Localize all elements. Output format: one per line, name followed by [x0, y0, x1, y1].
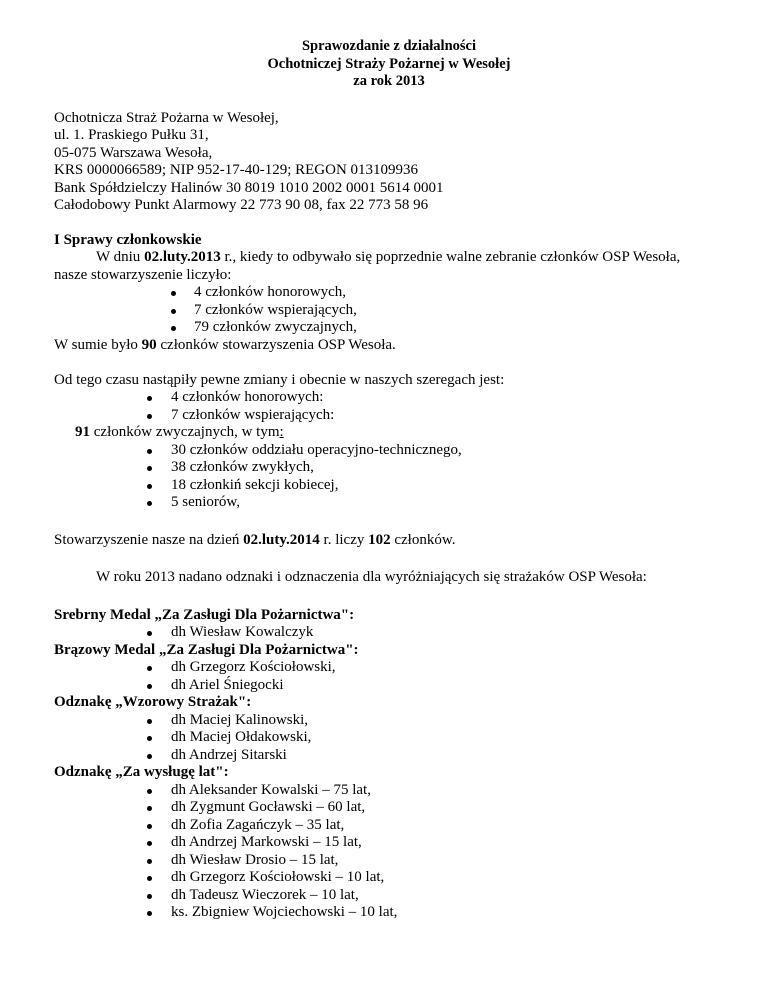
list-item: dh Maciej Ołdakowski,: [54, 729, 724, 747]
paragraph-current-count: Stowarzyszenie nasze na dzień 02.luty.2014 r. liczy 102 członków.: [54, 531, 456, 548]
address-line: Ochotnicza Straż Pożarna w Wesołej,: [54, 109, 279, 126]
list-item: 7 członków wspierających:: [54, 407, 724, 425]
address-line: ul. 1. Praskiego Pułku 31,: [54, 127, 209, 143]
list-item: 7 członków wspierających,: [54, 302, 724, 320]
list-item: 5 seniorów,: [54, 494, 724, 512]
list-item: dh Maciej Kalinowski,: [54, 712, 724, 730]
list-item: 4 członków honorowych,: [54, 284, 724, 302]
address-line: 05-075 Warszawa Wesoła,: [54, 144, 213, 161]
list-item: 18 członkiń sekcji kobiecej,: [54, 477, 724, 495]
current-members-list: [54, 389, 724, 424]
list-item: dh Wiesław Kowalczyk: [54, 624, 724, 642]
list-item: dh Andrzej Markowski – 15 lat,: [54, 834, 724, 852]
list-item: dh Aleksander Kowalski – 75 lat,: [54, 782, 724, 800]
awards-section: [54, 607, 724, 922]
award-recipients: [54, 659, 724, 694]
award-title: Brązowy Medal „Za Zasługi Dla Pożarnictwa":: [54, 641, 359, 658]
previous-members-list: [54, 284, 724, 337]
award-recipients: [54, 624, 724, 642]
list-item: 30 członków oddziału operacyjno-technicznego,: [54, 442, 724, 460]
members-sum: W sumie było 90 członków stowarzyszenia OSP Wesoła.: [54, 336, 396, 353]
paragraph-awards-intro: W roku 2013 nadano odznaki i odznaczenia dla wyróżniających się strażaków OSP Wesoła:: [96, 569, 647, 585]
address-line: KRS 0000066589; NIP 952-17-40-129; REGON 013109936: [54, 162, 419, 178]
list-item: dh Wiesław Drosio – 15 lat,: [54, 852, 724, 870]
address-line: Bank Spółdzielczy Halinów 30 8019 1010 2002 0001 5614 0001: [54, 179, 444, 196]
list-item: dh Ariel Śniegocki: [54, 677, 724, 695]
list-item: ks. Zbigniew Wojciechowski – 10 lat,: [54, 904, 724, 922]
address-block: [54, 110, 724, 215]
document-page: [54, 38, 724, 922]
paragraph-changes: Od tego czasu nastąpiły pewne zmiany i obecnie w naszych szeregach jest:: [54, 371, 505, 388]
list-item: dh Andrzej Sitarski: [54, 747, 724, 765]
document-title: [54, 38, 724, 91]
address-line: Całodobowy Punkt Alarmowy 22 773 90 08, fax 22 773 58 96: [54, 197, 429, 213]
award-title: Srebrny Medal „Za Zasługi Dla Pożarnictwa":: [54, 606, 355, 623]
list-item: dh Zygmunt Gocławski – 60 lat,: [54, 799, 724, 817]
list-item: dh Tadeusz Wieczorek – 10 lat,: [54, 887, 724, 905]
ordinary-members: 91 członków zwyczajnych, w tym:: [75, 424, 284, 440]
award-title: Odznakę „Wzorowy Strażak":: [54, 694, 252, 710]
paragraph-previous-meeting: W dniu 02.luty.2013 r., kiedy to odbywało się poprzednie walne zebranie członków OSP Wesoła,: [96, 249, 681, 265]
title-line-1: Sprawozdanie z działalności: [301, 38, 476, 54]
title-line-2: Ochotniczej Straży Pożarnej w Wesołej: [267, 55, 511, 72]
list-item: 38 członków zwykłych,: [54, 459, 724, 477]
award-recipients: [54, 782, 724, 922]
paragraph-previous-meeting-cont: nasze stowarzyszenie liczyło:: [54, 266, 232, 283]
list-item: 4 członków honorowych:: [54, 389, 724, 407]
section-heading: I Sprawy członkowskie: [54, 231, 202, 248]
list-item: 79 członków zwyczajnych,: [54, 319, 724, 337]
title-line-3: za rok 2013: [353, 73, 425, 89]
list-item: dh Zofia Zagańczyk – 35 lat,: [54, 817, 724, 835]
list-item: dh Grzegorz Kościołowski – 10 lat,: [54, 869, 724, 887]
award-title: Odznakę „Za wysługę lat":: [54, 764, 229, 780]
ordinary-members-breakdown: [54, 442, 724, 512]
list-item: dh Grzegorz Kościołowski,: [54, 659, 724, 677]
award-recipients: [54, 712, 724, 765]
